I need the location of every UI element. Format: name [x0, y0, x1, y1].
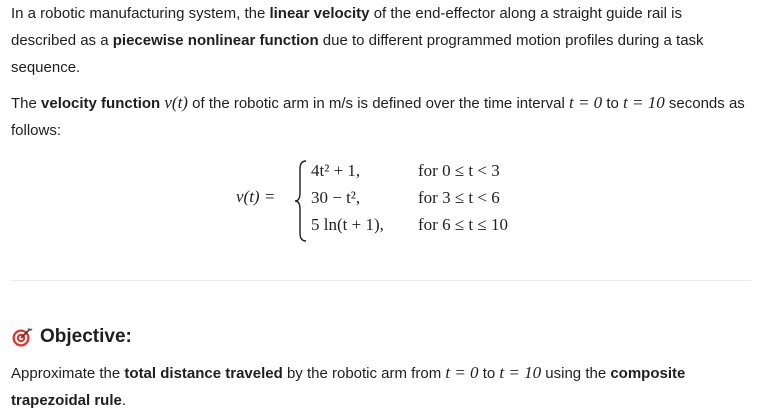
objective-paragraph: [11, 359, 751, 414]
case-1-condition: for 0 ≤ t < 3: [418, 161, 500, 180]
intro-text-3: due to different programmed motion profiles during a task sequence.: [11, 32, 704, 76]
intro-text-1: In a robotic manufacturing system, the: [11, 5, 270, 22]
definition-math-vt: v(t): [164, 93, 188, 112]
case-1-expression: 4t² + 1,: [311, 161, 361, 180]
target-icon: [11, 326, 33, 348]
objective-bold-trapezoidal: composite trapezoidal rule: [11, 365, 686, 409]
intro-bold-linear-velocity: linear velocity: [269, 5, 370, 22]
definition-paragraph: [11, 89, 751, 144]
definition-bold-velocity-function: velocity function: [41, 95, 161, 112]
objective-title: Objective:: [40, 326, 132, 347]
definition-text-4: seconds as follows:: [11, 95, 745, 139]
definition-text-1: The: [11, 95, 42, 112]
definition-text-3: to: [602, 95, 624, 112]
intro-bold-piecewise: piecewise nonlinear function: [112, 32, 319, 49]
equation-lhs: v(t) =: [236, 187, 276, 206]
objective-text-1: Approximate the: [11, 365, 125, 382]
intro-text-2: of the end-effector along a straight guide rail is described as a: [11, 5, 682, 49]
case-2-expression: 30 − t²,: [311, 188, 361, 207]
objective-heading: [11, 322, 132, 352]
definition-math-t10: t = 10: [623, 93, 665, 112]
objective-math-t0: t = 0: [445, 363, 479, 382]
objective-text-5: .: [121, 392, 127, 409]
objective-text-2: by the robotic arm from: [282, 365, 446, 382]
intro-paragraph: [11, 0, 751, 81]
case-3-condition: for 6 ≤ t ≤ 10: [418, 215, 508, 234]
section-divider: [11, 280, 751, 281]
objective-bold-distance: total distance traveled: [124, 365, 283, 382]
objective-text-4: using the: [541, 365, 611, 382]
definition-text-2: of the robotic arm in m/s is defined over the time interval: [187, 95, 569, 112]
case-2-condition: for 3 ≤ t < 6: [418, 188, 500, 207]
case-3-expression: 5 ln(t + 1),: [311, 215, 384, 234]
objective-math-t10: t = 10: [499, 363, 542, 382]
objective-text-3: to: [478, 365, 500, 382]
left-brace-icon: [294, 159, 308, 243]
piecewise-equation: [236, 157, 556, 247]
definition-math-t0: t = 0: [568, 93, 603, 112]
